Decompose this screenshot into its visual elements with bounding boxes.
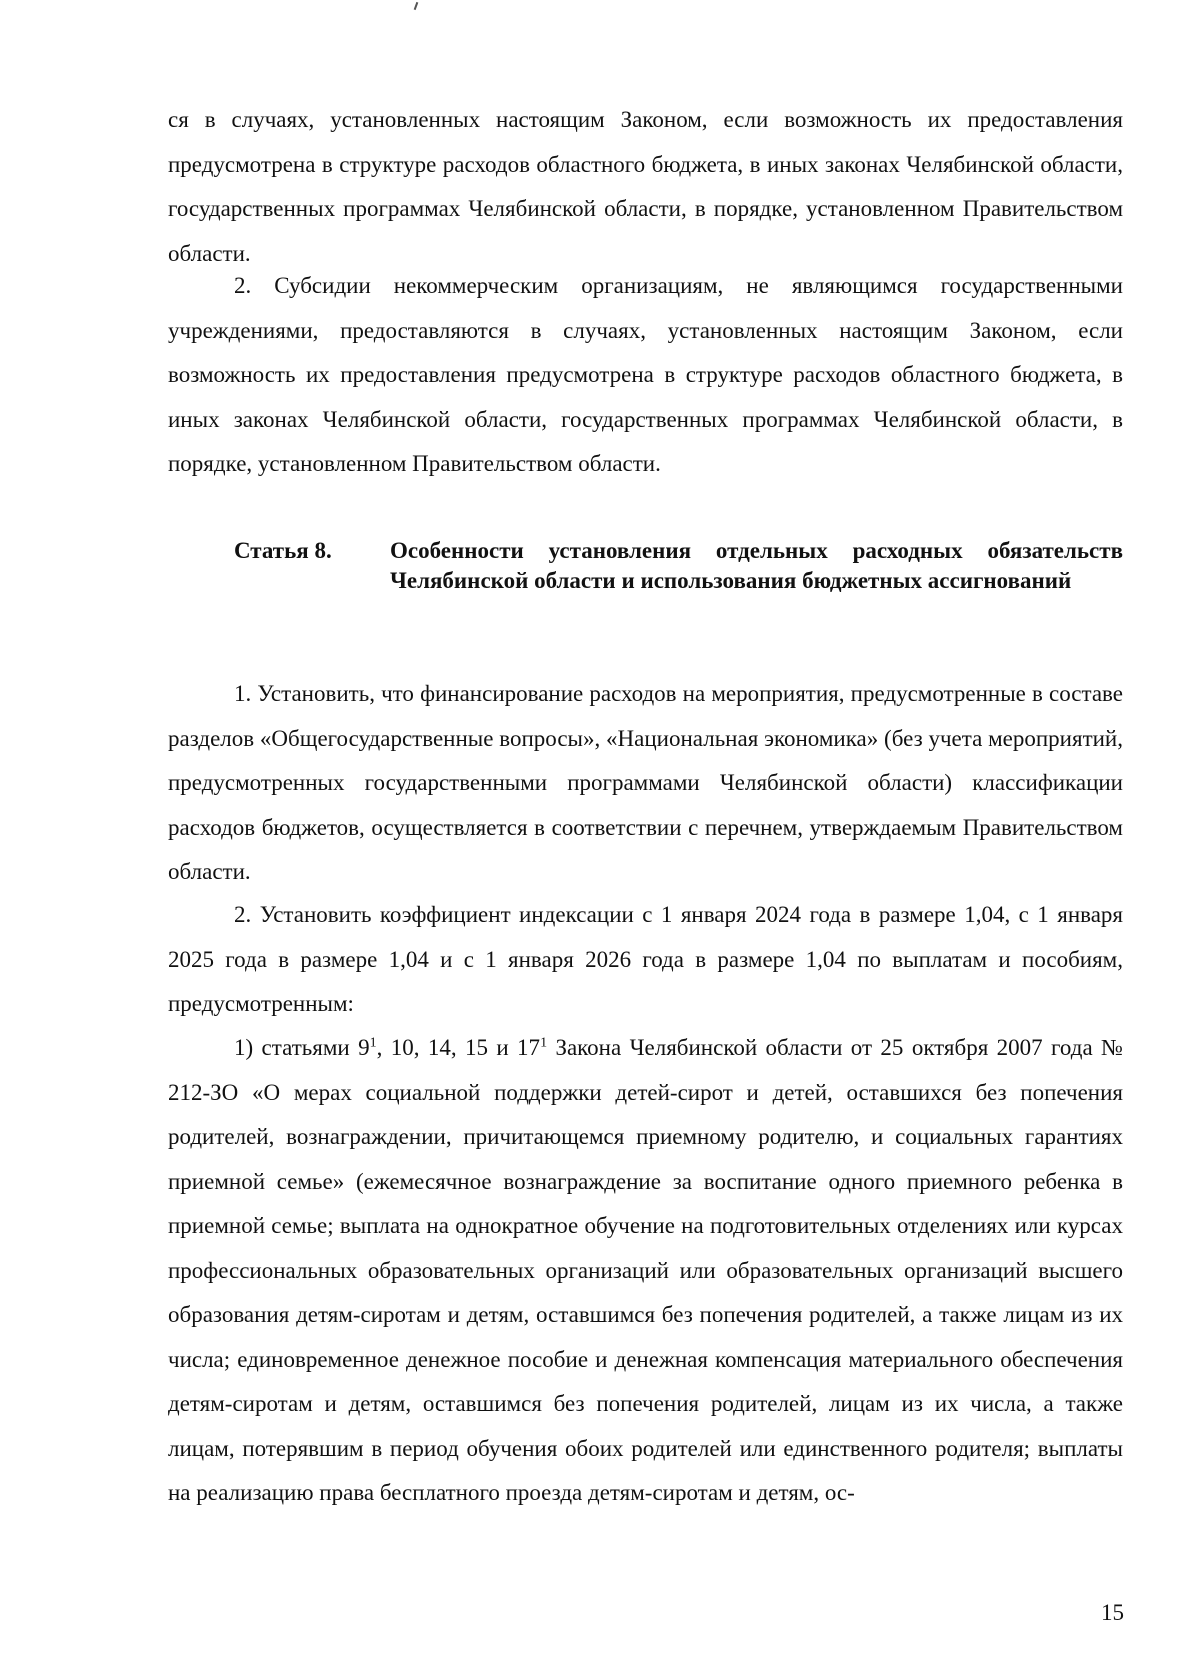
superscript-2: 1 <box>540 1035 548 1051</box>
paragraph-continuation: ся в случаях, установленных настоящим Законом, если возможность их предоставления предусмотрена в структуре расходов областного бюджета, в иных законах Челябинской области, государственных программах Челябинской области, в порядке, установленном Правительством области. <box>168 107 1123 266</box>
scan-artifact <box>414 2 419 10</box>
superscript-1: 1 <box>369 1035 377 1051</box>
article-number: Статья 8. <box>234 538 332 563</box>
item-1-lead: 1) статьями 9 <box>234 1035 370 1060</box>
article-8-paragraph-2: 2. Установить коэффициент индексации с 1 января 2024 года в размере 1,04, с 1 января 2025 года в размере 1,04 и с 1 января 2026 года в размере 1,04 по выплатам и пособиям, предусмотренным: <box>168 902 1123 1016</box>
page-number: 15 <box>1101 1600 1124 1625</box>
item-1-mid: , 10, 14, 15 и 17 <box>376 1035 541 1060</box>
item-1-rest: Закона Челябинской области от 25 октября 2007 года № 212-ЗО «О мерах социальной поддержки детей-сирот и детей, оставшихся без попечения родителей, вознаграждении, причитающемся приемному родителю, и социальных гарантиях приемной семье» (ежемесячное вознаграждение за воспитание одного приемного ребенка в приемной семье; выплата на однократное обучение на подготовительных отделениях или курсах профессиональных образовательных организаций или образовательных организаций высшего образования детям-сиротам и детям, оставшимся без попечения родителей, а также лицам из их числа; единовременное денежное пособие и денежная компенсация материального обеспечения детям-сиротам и детям, оставшимся без попечения родителей, лицам из их числа, а также лицам, потерявшим в период обучения обоих родителей или единственного родителя; выплаты на реализацию права бесплатного проезда детям-сиротам и детям, ос- <box>168 1035 1123 1505</box>
article-8-paragraph-1: 1. Установить, что финансирование расходов на мероприятия, предусмотренные в составе разделов «Общегосударственные вопросы», «Национальная экономика» (без учета мероприятий, предусмотренных государственными программами Челябинской области) классификации расходов бюджетов, осуществляется в соответствии с перечнем, утверждаемым Правительством области. <box>168 681 1123 884</box>
paragraph-subsidies: 2. Субсидии некоммерческим организациям, не являющимся государственными учреждениями, предоставляются в случаях, установленных настоящим Законом, если возможность их предоставления предусмотрена в структуре расходов областного бюджета, в иных законах Челябинской области, государственных программах Челябинской области, в порядке, установленном Правительством области. <box>168 273 1123 476</box>
article-title: Особенности установления отдельных расходных обязательств Челябинской области и использования бюджетных ассигнований <box>390 538 1123 593</box>
article-8-item-1 <box>168 1026 1123 1516</box>
